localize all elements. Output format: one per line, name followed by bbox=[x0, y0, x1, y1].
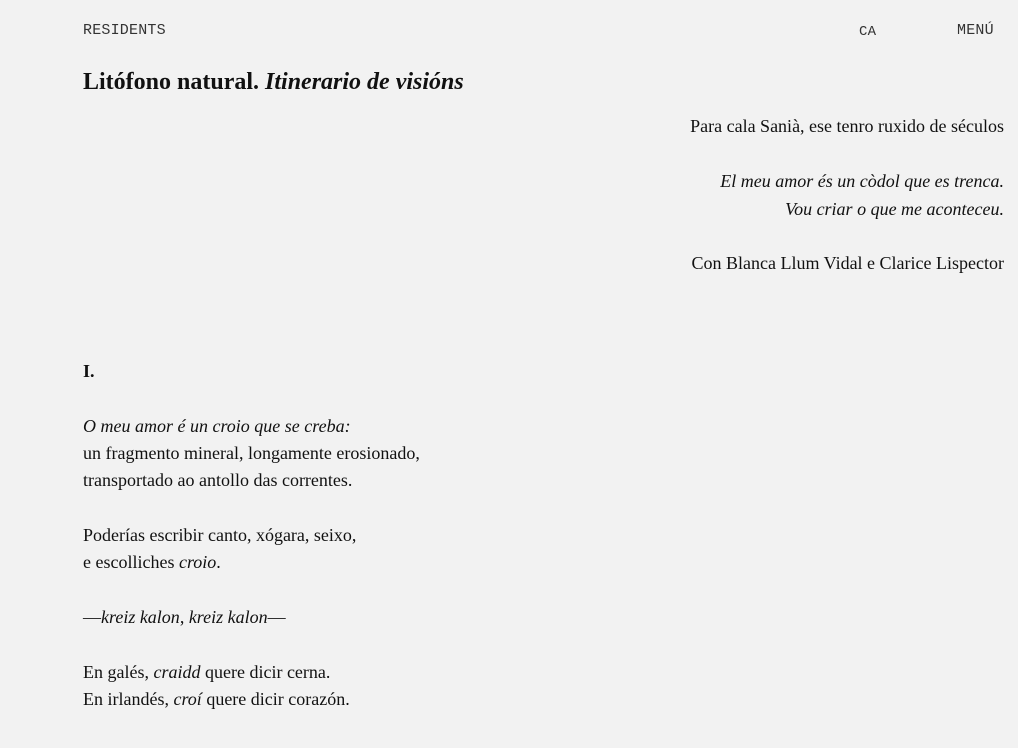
stanza-1-line-1: O meu amor é un croio que se creba: bbox=[83, 416, 351, 436]
stanza-3-dash-close: — bbox=[267, 607, 286, 627]
stanza-4-line-1-end: quere dicir cerna. bbox=[200, 662, 331, 682]
stanza-4-line-2-end: quere dicir corazón. bbox=[201, 689, 350, 709]
stanza-2-line-2-text: e escolliches bbox=[83, 552, 179, 572]
stanza-3 bbox=[83, 604, 603, 631]
stanza-4-line-2 bbox=[83, 686, 603, 713]
stanza-3-comma: , bbox=[179, 607, 189, 627]
stanza-4-line-1 bbox=[83, 659, 603, 686]
stanza-2 bbox=[83, 522, 603, 576]
stanza-4-line-2-start: En irlandés, bbox=[83, 689, 174, 709]
language-switch-link[interactable]: CA bbox=[859, 24, 877, 40]
epigraph-line-2: Vou criar o que me aconteceu. bbox=[785, 199, 1004, 219]
stanza-2-punctuation: . bbox=[216, 552, 221, 572]
dedication-line: Para cala Sanià, ese tenro ruxido de séculos bbox=[690, 116, 1004, 136]
stanza-3-phrase-2: kreiz kalon bbox=[188, 607, 268, 627]
collaborators-line: Con Blanca Llum Vidal e Clarice Lispector bbox=[691, 253, 1004, 273]
stanza-4 bbox=[83, 659, 603, 713]
stanza-4-line-1-word: craidd bbox=[153, 662, 201, 682]
page-title-subtitle: Itinerario de visións bbox=[265, 69, 464, 95]
page-title-main: Litófono natural. bbox=[83, 69, 260, 95]
dedication-block bbox=[584, 112, 1004, 277]
stanza-3-dash-open: — bbox=[83, 607, 101, 627]
stanza-4-line-1-start: En galés, bbox=[83, 662, 154, 682]
stanza-2-line-2 bbox=[83, 549, 603, 576]
stanza-4-line-2-word: croí bbox=[173, 689, 202, 709]
stanza-2-line-1: Poderías escribir canto, xógara, seixo, bbox=[83, 525, 357, 545]
stanza-1-line-2: un fragmento mineral, longamente erosionado, bbox=[83, 443, 420, 463]
stanza-2-emphasis: croio bbox=[178, 552, 217, 572]
poem-body bbox=[83, 358, 603, 741]
menu-button[interactable]: MENÚ bbox=[957, 22, 994, 39]
stanza-1-line-3: transportado ao antollo das correntes. bbox=[83, 470, 353, 490]
stanza-3-line-1 bbox=[83, 604, 603, 631]
stanza-1 bbox=[83, 413, 603, 494]
site-brand-link[interactable]: RESIDENTS bbox=[83, 22, 166, 39]
top-navigation bbox=[0, 22, 1018, 44]
epigraph-line-1: El meu amor és un còdol que es trenca. bbox=[720, 171, 1004, 191]
epigraph bbox=[584, 167, 1004, 223]
section-heading: I. bbox=[83, 361, 95, 381]
stanza-3-phrase-1: kreiz kalon bbox=[101, 607, 180, 627]
page-title bbox=[83, 66, 464, 98]
